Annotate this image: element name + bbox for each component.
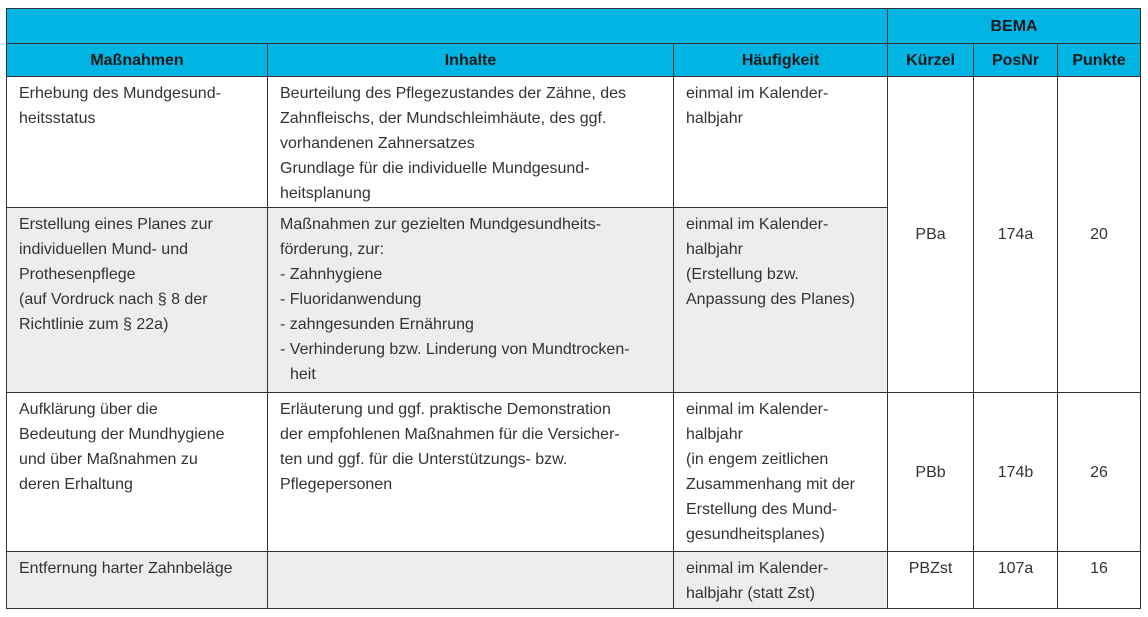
inhalte-line: Grundlage für die individuelle Mundgesund-	[280, 160, 590, 177]
haeufigkeit-cell	[674, 393, 888, 552]
massnahmen-cell	[7, 208, 268, 393]
haeufigkeit-line: halbjahr	[686, 110, 743, 127]
haeufigkeit-line: Zusammenhang mit der	[686, 476, 855, 493]
inhalte-line: heit	[290, 366, 316, 383]
haeufigkeit-line: Erstellung des Mund-	[686, 501, 838, 518]
inhalte-line: - Verhinderung bzw. Linderung von Mundtrocken-	[280, 341, 630, 358]
haeufigkeit-line: einmal im Kalender-	[686, 401, 829, 418]
massnahmen-cell	[7, 552, 268, 609]
inhalte-cell	[268, 393, 674, 552]
massnahmen-line: Aufklärung über die	[19, 401, 158, 418]
haeufigkeit-cell	[674, 208, 888, 393]
haeufigkeit-line: halbjahr	[686, 241, 743, 258]
empty-header-cell	[7, 9, 888, 44]
inhalte-line: Erläuterung und ggf. praktische Demonstration	[280, 401, 611, 418]
col-header-kuerzel: Kürzel	[888, 44, 974, 77]
haeufigkeit-cell	[674, 552, 888, 609]
massnahmen-line: Erstellung eines Planes zur	[19, 216, 213, 233]
posnr-cell: 107a	[974, 552, 1058, 609]
haeufigkeit-line: halbjahr (statt Zst)	[686, 585, 815, 602]
inhalte-line: förderung, zur:	[280, 241, 385, 258]
massnahmen-line: Entfernung harter Zahnbeläge	[19, 560, 233, 577]
punkte-cell: 20	[1058, 77, 1141, 393]
bema-group-header: BEMA	[888, 9, 1141, 44]
table-column-header-row	[7, 44, 1141, 77]
inhalte-line: Beurteilung des Pflegezustandes der Zähne, des	[280, 85, 627, 102]
massnahmen-line: (auf Vordruck nach § 8 der	[19, 291, 208, 308]
massnahmen-line: Bedeutung der Mundhygiene	[19, 426, 225, 443]
posnr-cell: 174a	[974, 77, 1058, 393]
kuerzel-cell: PBZst	[888, 552, 974, 609]
inhalte-line: - Fluoridanwendung	[280, 291, 422, 308]
haeufigkeit-line: Anpassung des Planes)	[686, 291, 855, 308]
haeufigkeit-line: einmal im Kalender-	[686, 85, 829, 102]
inhalte-line: - zahngesunden Ernährung	[280, 316, 474, 333]
massnahmen-line: deren Erhaltung	[19, 476, 133, 493]
haeufigkeit-line: einmal im Kalender-	[686, 216, 829, 233]
massnahmen-line: Prothesenpflege	[19, 266, 136, 283]
massnahmen-cell	[7, 393, 268, 552]
col-header-massnahmen: Maßnahmen	[7, 44, 268, 77]
massnahmen-line: Richtlinie zum § 22a)	[19, 316, 169, 333]
col-header-inhalte: Inhalte	[268, 44, 674, 77]
bema-table	[6, 8, 1141, 609]
inhalte-cell	[268, 77, 674, 208]
punkte-cell: 16	[1058, 552, 1141, 609]
inhalte-line: Pflegepersonen	[280, 476, 393, 493]
kuerzel-cell: PBb	[888, 393, 974, 552]
inhalte-line: der empfohlenen Maßnahmen für die Versicher-	[280, 426, 620, 443]
inhalte-line: heitsplanung	[280, 185, 371, 202]
inhalte-cell	[268, 552, 674, 609]
posnr-cell: 174b	[974, 393, 1058, 552]
col-header-punkte: Punkte	[1058, 44, 1141, 77]
haeufigkeit-line: (in engem zeitlichen	[686, 451, 829, 468]
inhalte-line: Maßnahmen zur gezielten Mundgesundheits-	[280, 216, 602, 233]
haeufigkeit-line: (Erstellung bzw.	[686, 266, 799, 283]
haeufigkeit-line: einmal im Kalender-	[686, 560, 829, 577]
massnahmen-line: heitsstatus	[19, 110, 96, 127]
massnahmen-line: individuellen Mund- und	[19, 241, 188, 258]
table-row	[7, 77, 1141, 208]
kuerzel-cell: PBa	[888, 77, 974, 393]
massnahmen-cell	[7, 77, 268, 208]
col-header-haeufigkeit: Häufigkeit	[674, 44, 888, 77]
massnahmen-line: und über Maßnahmen zu	[19, 451, 198, 468]
haeufigkeit-cell	[674, 77, 888, 208]
inhalte-line: - Zahnhygiene	[280, 266, 383, 283]
table-row	[7, 393, 1141, 552]
col-header-posnr: PosNr	[974, 44, 1058, 77]
table-row	[7, 552, 1141, 609]
inhalte-cell	[268, 208, 674, 393]
massnahmen-line: Erhebung des Mundgesund-	[19, 85, 221, 102]
inhalte-line: ten und ggf. für die Unterstützungs- bzw.	[280, 451, 568, 468]
haeufigkeit-line: halbjahr	[686, 426, 743, 443]
haeufigkeit-line: gesundheitsplanes)	[686, 526, 825, 543]
inhalte-line: vorhandenen Zahnersatzes	[280, 135, 475, 152]
inhalte-line: Zahnfleischs, der Mundschleimhäute, des ggf.	[280, 110, 607, 127]
table-group-header-row	[7, 9, 1141, 44]
punkte-cell: 26	[1058, 393, 1141, 552]
